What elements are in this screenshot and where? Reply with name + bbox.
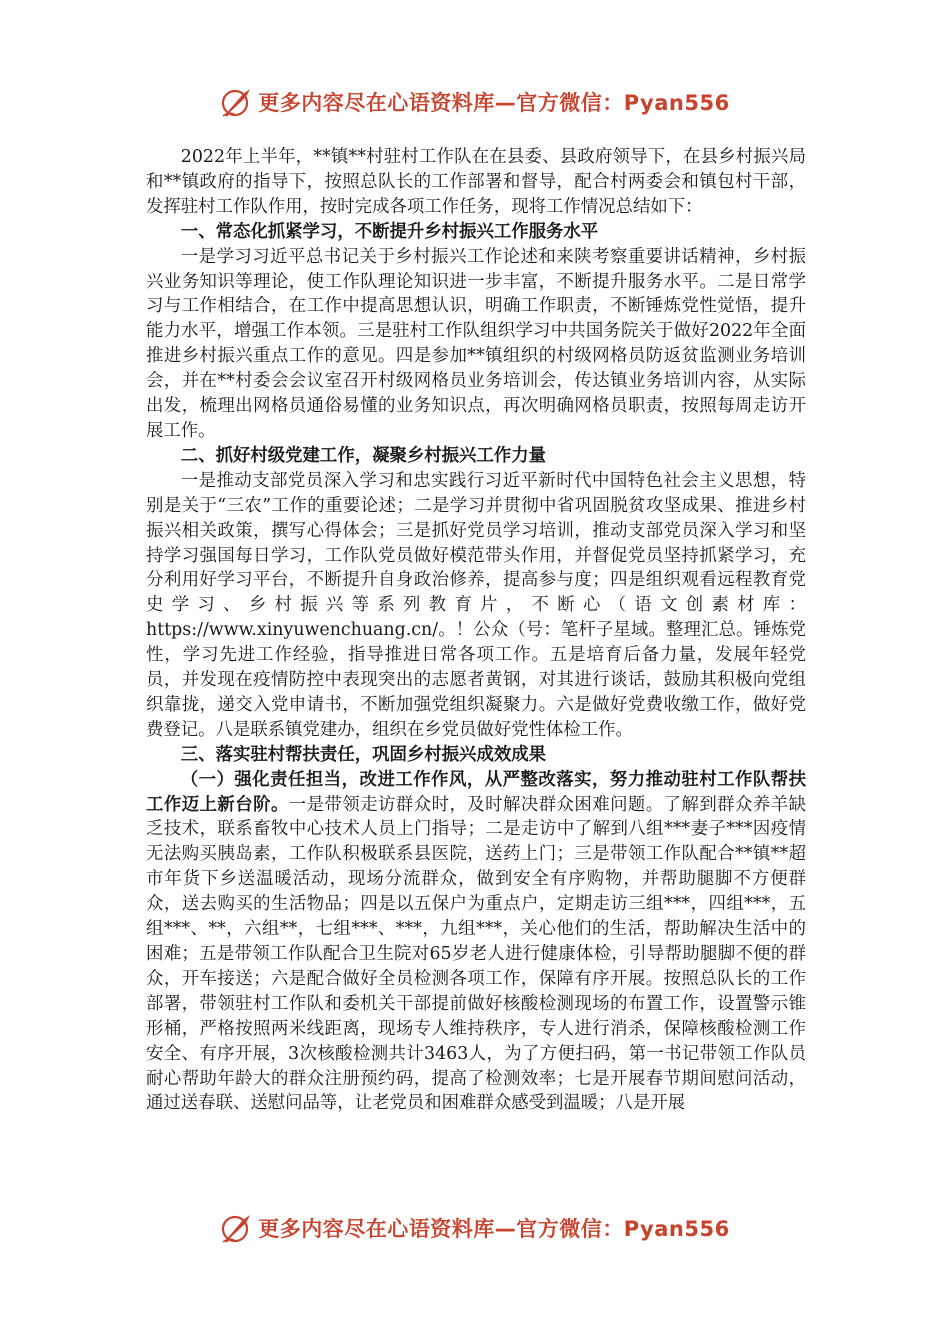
section-heading-2: 二、抓好村级党建工作，凝聚乡村振兴工作力量 <box>180 445 547 466</box>
section-heading-3: 三、落实驻村帮扶责任，巩固乡村振兴成效成果 <box>180 744 547 765</box>
header-banner <box>0 80 950 124</box>
header-banner-text: 更多内容尽在心语资料库—官方微信：Pyan556 <box>258 91 730 115</box>
quill-logo-icon <box>220 1211 254 1245</box>
footer-banner-text: 更多内容尽在心语资料库—官方微信：Pyan556 <box>258 1217 730 1241</box>
footer-banner <box>0 1206 950 1250</box>
article-body <box>146 145 806 1116</box>
section-1-paragraph: 一是学习习近平总书记关于乡村振兴工作论述和来陕考察重要讲话精神，乡村振兴业务知识等理论，使工作队理论知识进一步丰富，不断提升服务水平。二是日常学习与工作相结合，在工作中提高思想认识，明确工作职责，不断锤炼党性觉悟，提升能力水平，增强工作本领。三是驻村工作队组织学习中共国务院关于做好2022年全面推进乡村振兴重点工作的意见。四是参加**镇组织的村级网格员防返贫监测业务培训会，并在**村委会会议室召开村级网格员业务培训会，传达镇业务培训内容，从实际出发，梳理出网格员通俗易懂的业务知识点，再次明确网格员职责，按照每周走访开展工作。 <box>146 246 806 441</box>
quill-logo-icon <box>220 85 254 119</box>
subsection-body: 一是带领走访群众时，及时解决群众困难问题。了解到群众养羊缺乏技术，联系畜牧中心技术人员上门指导；二是走访中了解到八组***妻子***因疫情无法购买胰岛素，工作队积极联系县医院，送药上门；三是带领工作队配合**镇**超市年货下乡送温暖活动，现场分流群众，做到安全有序购物，并帮助腿脚不方便群众，送去购买的生活物品；四是以五保户为重点户，定期走访三组***，四组***，五组***、**，六组**，七组***、***，九组***，关心他们的生活，帮助解决生活中的困难；五是带领工作队配合卫生院对65岁老人进行健康体检，引导帮助腿脚不便的群众，开车接送；六是配合做好全员检测各项工作，保障有序开展。按照总队长的工作部署，带领驻村工作队和委机关干部提前做好核酸检测现场的布置工作，设置警示锥形桶，严格按照两米线距离，现场专人维持秩序，专人进行消杀，保障核酸检测工作安全、有序开展，3次核酸检测共计3463人，为了方便扫码，第一书记带领工作队员耐心帮助年龄大的群众注册预约码，提高了检测效率；七是开展春节期间慰问活动，通过送春联、送慰问品等，让老党员和困难群众感受到温暖；八是开展 <box>146 794 806 1114</box>
intro-paragraph: 2022年上半年，**镇**村驻村工作队在在县委、县政府领导下，在县乡村振兴局和**镇政府的指导下，按照总队长的工作部署和督导，配合村两委会和镇包村干部，发挥驻村工作队作用，按时完成各项工作任务，现将工作情况总结如下： <box>146 147 806 217</box>
subsection-lead: （一）强化责任担当，改进工作作风，从严整改落实，努力推动驻村工作队帮扶工作迈上新台阶。 <box>146 769 806 815</box>
section-3-paragraph <box>146 768 806 1117</box>
section-2-paragraph: 一是推动支部党员深入学习和忠实践行习近平新时代中国特色社会主义思想，特别是关于“三农”工作的重要论述；二是学习并贯彻中省巩固脱贫攻坚成果、推进乡村振兴相关政策，撰写心得体会；三是抓好党员学习培训，推动支部党员深入学习和坚持学习强国每日学习，工作队党员做好模范带头作用，并督促党员坚持抓紧学习，充分利用好学习平台，不断提升自身政治修养，提高参与度；四是组织观看远程教育党史学习、乡村振兴等系列教育片，不断心（语文创素材库：https://www.xinyuwenchuang.cn/。！公众（号：笔杆子星域。整理汇总。锤炼党性，学习先进工作经验，指导推进日常各项工作。五是培育后备力量，发展年轻党员，并发现在疫情防控中表现突出的志愿者黄钢，对其进行谈话，鼓励其积极向党组织靠拢，递交入党申请书，不断加强党组织凝聚力。六是做好党费收缴工作，做好党费登记。八是联系镇党建办，组织在乡党员做好党性体检工作。 <box>146 470 806 740</box>
section-heading-1: 一、常态化抓紧学习，不断提升乡村振兴工作服务水平 <box>180 221 599 242</box>
